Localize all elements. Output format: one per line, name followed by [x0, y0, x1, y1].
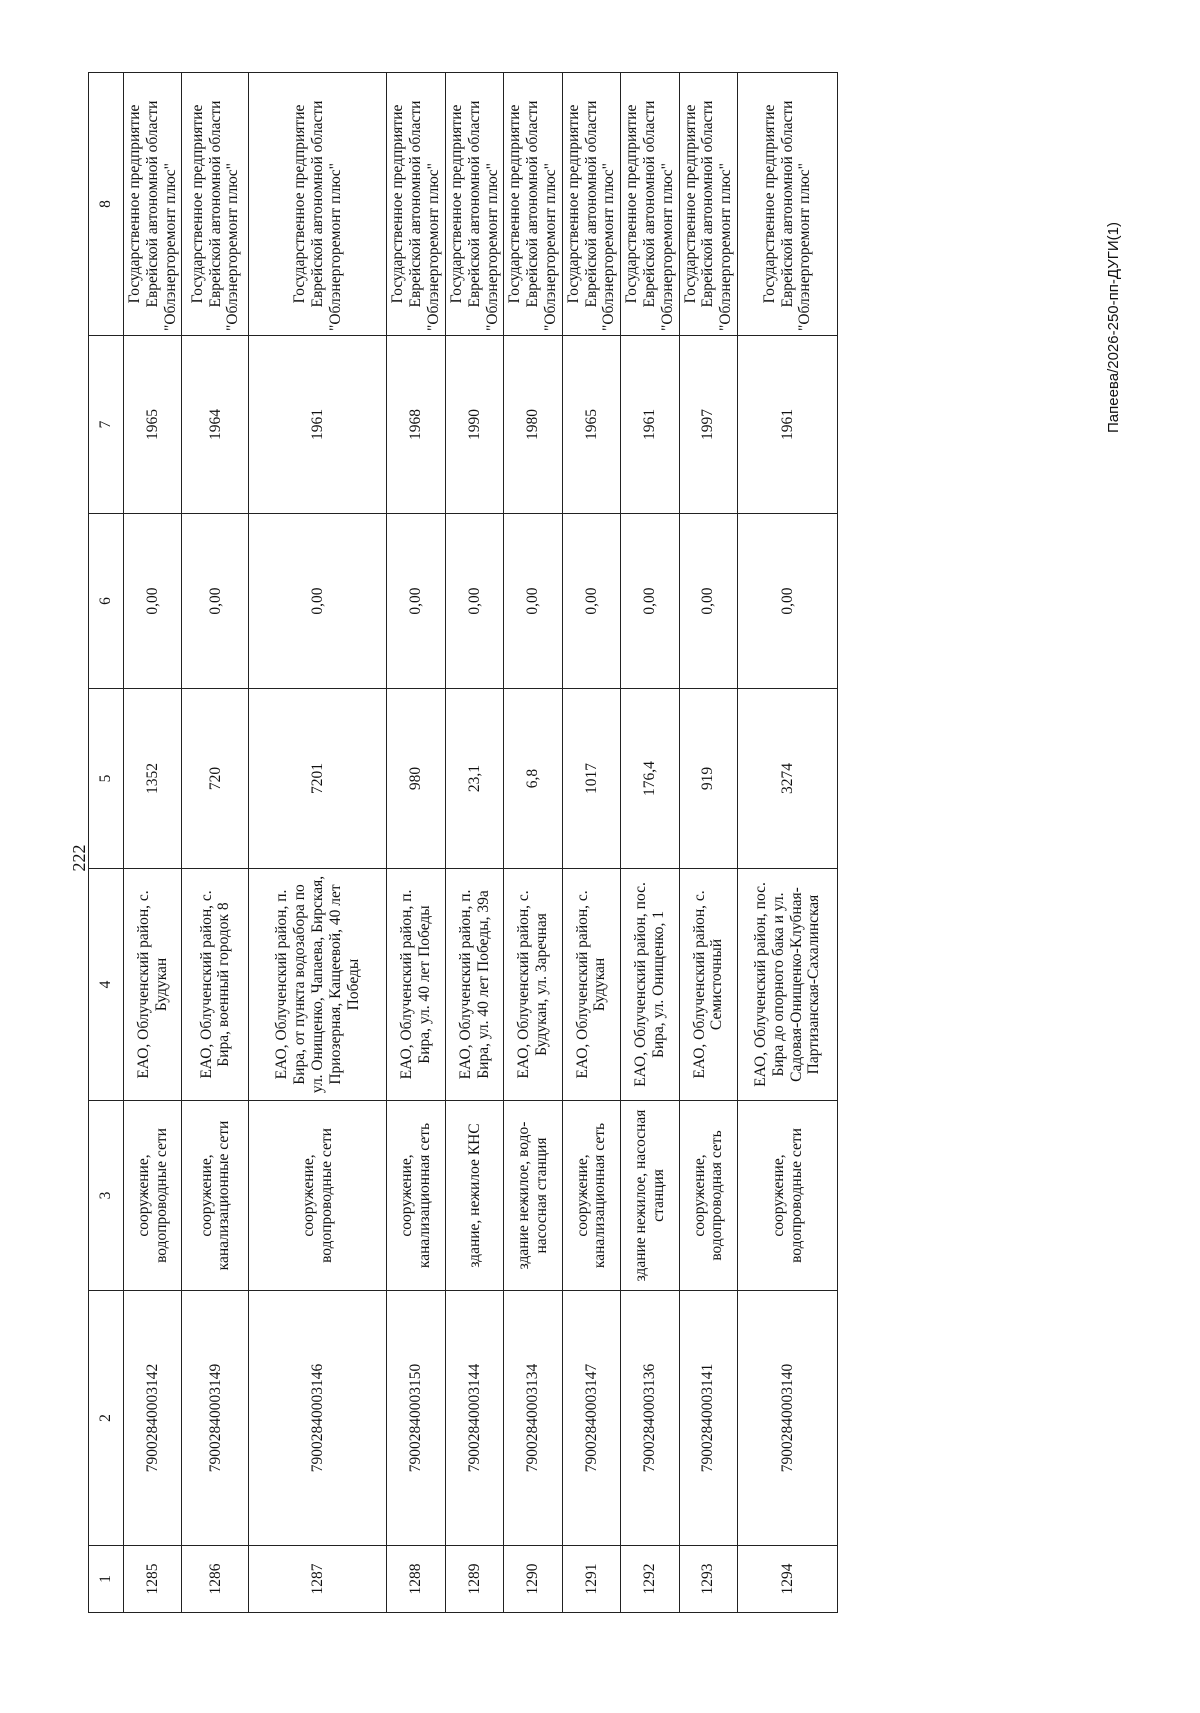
holder-cell: Государственное предприятие Еврейской автономной области "Облэнергоремонт плюс": [249, 73, 387, 336]
header-cell: 4: [89, 869, 124, 1101]
holder-cell: Государственное предприятие Еврейской автономной области "Облэнергоремонт плюс": [562, 73, 620, 336]
cadastral-number-cell: 79002840003146: [249, 1291, 387, 1546]
size-cell: 176,4: [621, 689, 679, 869]
table-row: [504, 73, 562, 1613]
value-cell: 0,00: [182, 514, 249, 689]
cadastral-number-cell: 79002840003144: [445, 1291, 503, 1546]
address-cell: ЕАО, Облученский район, с. Будукан: [124, 869, 182, 1101]
year-cell: 1990: [445, 336, 503, 514]
object-name-cell: сооружение, водопроводные сети: [249, 1101, 387, 1291]
row-number-cell: 1289: [445, 1546, 503, 1613]
value-cell: 0,00: [738, 514, 838, 689]
value-cell: 0,00: [387, 514, 445, 689]
holder-cell: Государственное предприятие Еврейской автономной области "Облэнергоремонт плюс": [445, 73, 503, 336]
year-cell: 1961: [621, 336, 679, 514]
size-cell: 720: [182, 689, 249, 869]
value-cell: 0,00: [621, 514, 679, 689]
table-row: [562, 73, 620, 1613]
table-row: [387, 73, 445, 1613]
cadastral-number-cell: 79002840003141: [679, 1291, 737, 1546]
row-number-cell: 1285: [124, 1546, 182, 1613]
header-cell: 2: [89, 1291, 124, 1546]
header-cell: 6: [89, 514, 124, 689]
holder-cell: Государственное предприятие Еврейской автономной области "Облэнергоремонт плюс": [387, 73, 445, 336]
document-code: Папеева/2026-250-пп-ДУГИ(1): [1105, 222, 1122, 433]
cadastral-number-cell: 79002840003150: [387, 1291, 445, 1546]
year-cell: 1965: [562, 336, 620, 514]
holder-cell: Государственное предприятие Еврейской автономной области "Облэнергоремонт плюс": [124, 73, 182, 336]
cadastral-number-cell: 79002840003134: [504, 1291, 562, 1546]
row-number-cell: 1288: [387, 1546, 445, 1613]
table-row: [679, 73, 737, 1613]
holder-cell: Государственное предприятие Еврейской автономной области "Облэнергоремонт плюс": [504, 73, 562, 336]
row-number-cell: 1287: [249, 1546, 387, 1613]
year-cell: 1965: [124, 336, 182, 514]
address-cell: ЕАО, Облученский район, с. Будукан, ул. Заречная: [504, 869, 562, 1101]
year-cell: 1980: [504, 336, 562, 514]
header-row: [89, 73, 124, 1613]
cadastral-number-cell: 79002840003142: [124, 1291, 182, 1546]
table-row: [621, 73, 679, 1613]
value-cell: 0,00: [445, 514, 503, 689]
object-name-cell: сооружение, водопроводные сети: [124, 1101, 182, 1291]
table-row: [738, 73, 838, 1613]
year-cell: 1968: [387, 336, 445, 514]
holder-cell: Государственное предприятие Еврейской автономной области "Облэнергоремонт плюс": [182, 73, 249, 336]
address-cell: ЕАО, Облученский район, с. Будукан: [562, 869, 620, 1101]
table-row: [445, 73, 503, 1613]
holder-cell: Государственное предприятие Еврейской автономной области "Облэнергоремонт плюс": [621, 73, 679, 336]
size-cell: 3274: [738, 689, 838, 869]
year-cell: 1964: [182, 336, 249, 514]
year-cell: 1961: [249, 336, 387, 514]
row-number-cell: 1293: [679, 1546, 737, 1613]
object-name-cell: здание, нежилое КНС: [445, 1101, 503, 1291]
object-name-cell: здание нежилое, насосная станция: [621, 1101, 679, 1291]
registry-table: [88, 72, 838, 1613]
table-row: [182, 73, 249, 1613]
header-cell: 1: [89, 1546, 124, 1613]
object-name-cell: сооружение, канализационная сеть: [387, 1101, 445, 1291]
value-cell: 0,00: [679, 514, 737, 689]
value-cell: 0,00: [124, 514, 182, 689]
address-cell: ЕАО, Облученский район, п. Бира, ул. 40 лет Победы, 39а: [445, 869, 503, 1101]
year-cell: 1997: [679, 336, 737, 514]
size-cell: 980: [387, 689, 445, 869]
cadastral-number-cell: 79002840003149: [182, 1291, 249, 1546]
row-number-cell: 1291: [562, 1546, 620, 1613]
address-cell: ЕАО, Облученский район, п. Бира, от пункта водозабора по ул. Онищенко, Чапаева, Бирская, Приозерная, Кащеевой, 40 лет Победы: [249, 869, 387, 1101]
object-name-cell: сооружение, канализационные сети: [182, 1101, 249, 1291]
page-number: 222: [69, 844, 89, 872]
cadastral-number-cell: 79002840003140: [738, 1291, 838, 1546]
address-cell: ЕАО, Облученский район, пос. Бира, ул. Онищенко, 1: [621, 869, 679, 1101]
row-number-cell: 1286: [182, 1546, 249, 1613]
row-number-cell: 1290: [504, 1546, 562, 1613]
header-cell: 7: [89, 336, 124, 514]
value-cell: 0,00: [249, 514, 387, 689]
size-cell: 23,1: [445, 689, 503, 869]
table-row: [249, 73, 387, 1613]
header-cell: 8: [89, 73, 124, 336]
size-cell: 919: [679, 689, 737, 869]
size-cell: 7201: [249, 689, 387, 869]
row-number-cell: 1292: [621, 1546, 679, 1613]
value-cell: 0,00: [504, 514, 562, 689]
object-name-cell: сооружение, водопроводная сеть: [679, 1101, 737, 1291]
size-cell: 1352: [124, 689, 182, 869]
table-row: [124, 73, 182, 1613]
address-cell: ЕАО, Облученский район, п. Бира, ул. 40 лет Победы: [387, 869, 445, 1101]
row-number-cell: 1294: [738, 1546, 838, 1613]
holder-cell: Государственное предприятие Еврейской автономной области "Облэнергоремонт плюс": [679, 73, 737, 336]
value-cell: 0,00: [562, 514, 620, 689]
size-cell: 1017: [562, 689, 620, 869]
object-name-cell: сооружение, канализационная сеть: [562, 1101, 620, 1291]
address-cell: ЕАО, Облученский район, с. Бира, военный городок 8: [182, 869, 249, 1101]
table-body: [124, 73, 838, 1613]
object-name-cell: здание нежилое, водо-насосная станция: [504, 1101, 562, 1291]
address-cell: ЕАО, Облученский район, пос. Бира до опорного бака и ул. Садовая-Онищенко-Клубная-Партизанская-Сахалинская: [738, 869, 838, 1101]
cadastral-number-cell: 79002840003136: [621, 1291, 679, 1546]
header-cell: 3: [89, 1101, 124, 1291]
year-cell: 1961: [738, 336, 838, 514]
holder-cell: Государственное предприятие Еврейской автономной области "Облэнергоремонт плюс": [738, 73, 838, 336]
size-cell: 6,8: [504, 689, 562, 869]
address-cell: ЕАО, Облученский район, с. Семисточный: [679, 869, 737, 1101]
object-name-cell: сооружение, водопроводные сети: [738, 1101, 838, 1291]
header-cell: 5: [89, 689, 124, 869]
cadastral-number-cell: 79002840003147: [562, 1291, 620, 1546]
